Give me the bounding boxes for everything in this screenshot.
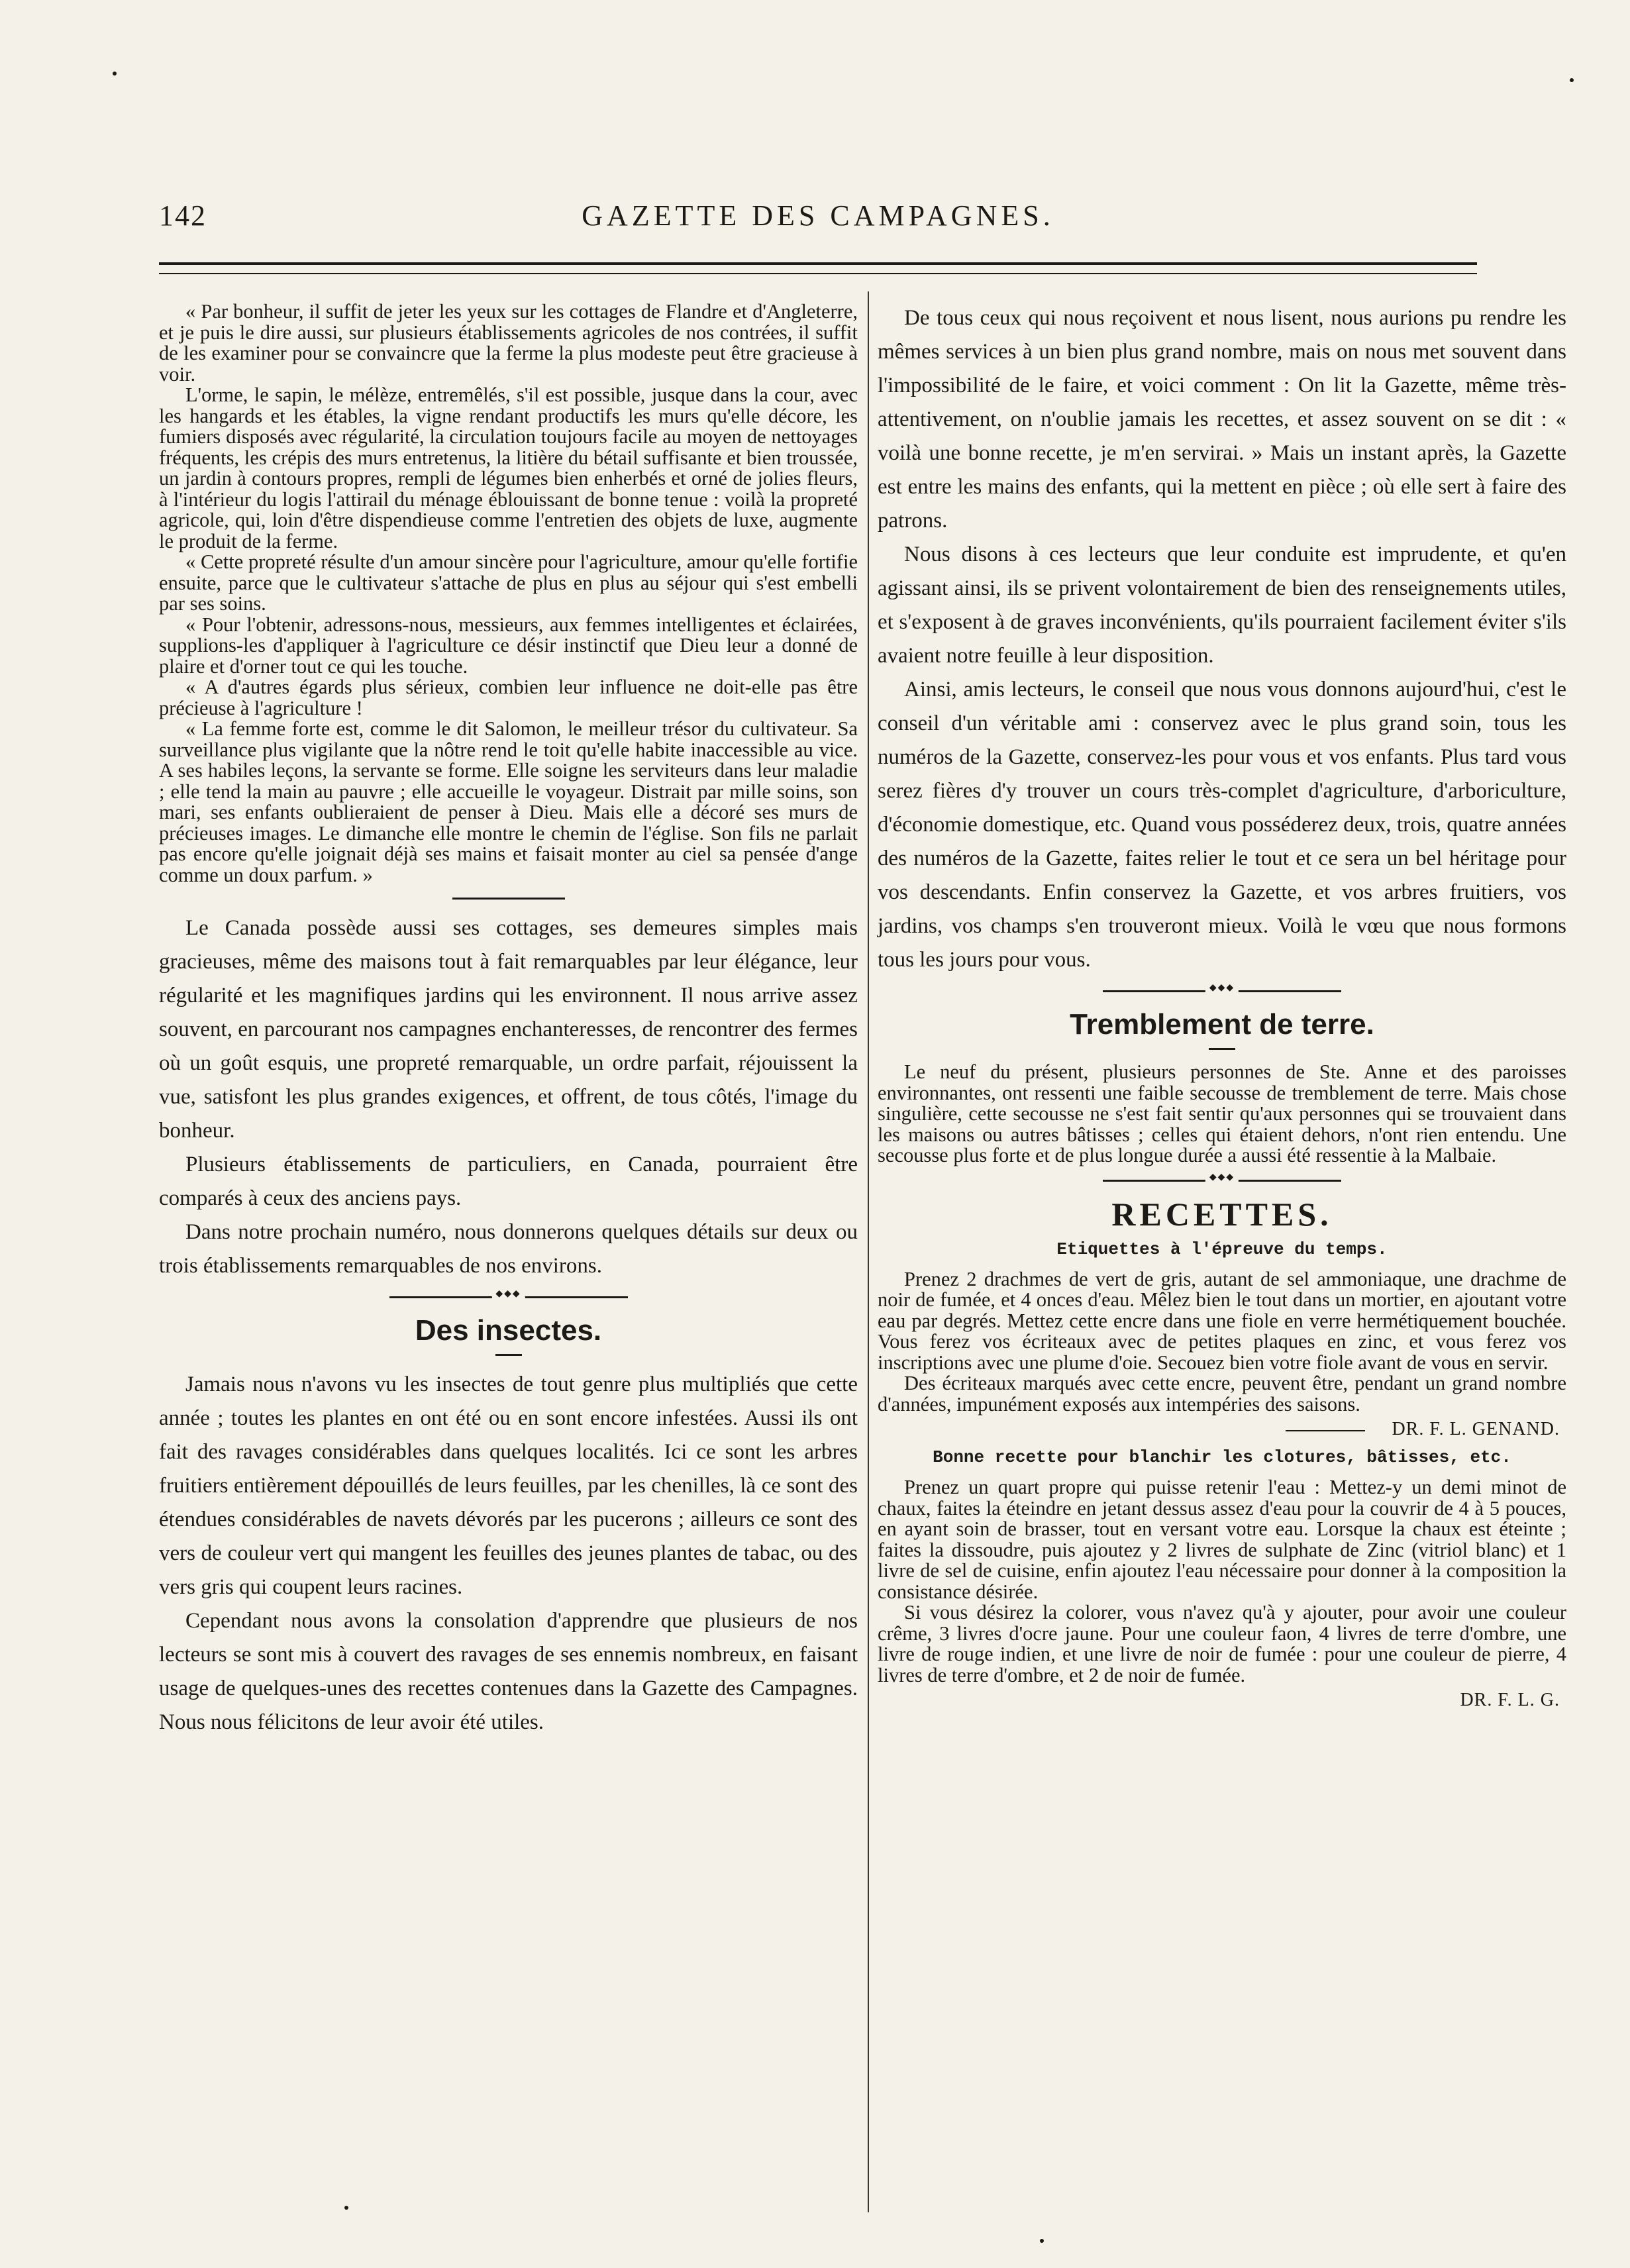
signature: DR. F. L. GENAND. xyxy=(1392,1419,1560,1439)
etiquettes-section xyxy=(878,1269,1566,1416)
quote-paragraph: « Cette propreté résulte d'un amour sincère pour l'agriculture, amour qu'elle fortifie ensuite, parce que le cultivateur s'attache de plus en plus au séjour qui s'est embelli par ses soins. xyxy=(159,550,858,615)
running-title: GAZETTE DES CAMPAGNES. xyxy=(582,199,1054,232)
body-paragraph: De tous ceux qui nous reçoivent et nous lisent, nous aurions pu rendre les mêmes services à un bien plus grand nombre, mais on nous met souvent dans l'impossibilité de le faire, et voici comment : On lit la Gazette, même très-attentivement, on n'oublie jamais les recettes, et assez souvent on se dit : « voilà une bonne recette, je m'en servirai. » Mais un instant après, la Gazette est entre les mains des enfants, qui la mettent en pièce ; où elle sert à faire des patrons. xyxy=(878,306,1566,533)
signature: DR. F. L. G. xyxy=(1460,1690,1560,1710)
section-separator xyxy=(452,898,565,900)
body-paragraph: Nous disons à ces lecteurs que leur conduite est imprudente, et qu'en agissant ainsi, ils se privent volontairement de bien des renseignements utiles, et s'exposent à de graves inconvénients, qu'ils pourraient facilement éviter s'ils avaient notre feuille à leur disposition. xyxy=(878,542,1566,668)
body-paragraph: Plusieurs établissements de particuliers, en Canada, pourraient être comparés à ceux des anciens pays. xyxy=(159,1153,858,1210)
scan-speck xyxy=(344,2206,348,2210)
quote-paragraph: « La femme forte est, comme le dit Salomon, le meilleur trésor du cultivateur. Sa surveillance plus vigilante que la nôtre rend le toit qu'elle habite inaccessible au vice. A ses habiles leçons, la servante se forme. Elle soigne les serviteurs dans leur maladie ; elle tend la main au pauvre ; elle accueille le voyageur. Distrait par mille soins, son mari, ses enfants oublieraient de penser à Dieu. Mais elle a décoré ses murs de précieuses images. Le dimanche elle montre le chemin de l'église. Son fils ne parlait pas encore qu'elle joignait déjà ses mains et faisait monter au ciel sa pensée d'ange comme un doux parfum. » xyxy=(159,717,858,886)
recipe-subtitle-blanchir: Bonne recette pour blanchir les clotures, bâtisses, etc. xyxy=(933,1447,1511,1467)
body-paragraph: Prenez un quart propre qui puisse retenir l'eau : Mettez-y un demi minot de chaux, faites la éteindre en jetant dessus assez d'eau pour la couvrir de 4 à 5 pouces, en ayant soin de brasser, tout en versant votre eau. Lorsque la chaux est éteinte ; faites la dissoudre, puis ajoutez y 2 livres de sulphate de Zinc (vitriol blanc) et 1 livre de sel de cuisine, enfin ajoutez l'eau nécessaire pour donner à la composition la consistance désirée. xyxy=(878,1476,1566,1603)
ornamental-rule xyxy=(1103,1180,1341,1182)
scan-speck xyxy=(1570,78,1574,82)
article-title-recettes: RECETTES. xyxy=(1111,1195,1333,1233)
body-paragraph: Le Canada possède aussi ses cottages, ses demeures simples mais gracieuses, même des maisons tout à fait remarquables par leur élégance, leur régularité et les magnifiques jardins qui les environnent. Il nous arrive assez souvent, en parcourant nos campagnes enchanteresses, de rencontrer des fermes où un goût esquis, une propreté remarquable, un ordre parfait, réjouissent la vue, satisfont les plus grandes exigences, et offrent, de tous côtés, l'image du bonheur. xyxy=(159,916,858,1143)
body-paragraph: Si vous désirez la colorer, vous n'avez qu'à y ajouter, pour avoir une couleur crême, 3 livres d'ocre jaune. Pour une couleur faon, 4 livres de terre d'ombre, une livre de rouge indien, et une livre de noir de fumée : pour une couleur de pierre, 4 livres de terre d'ombre, et 2 de noir de fumée. xyxy=(878,1601,1566,1686)
title-underline xyxy=(495,1354,522,1356)
title-underline xyxy=(1209,1048,1235,1050)
signature-line xyxy=(878,1688,1560,1712)
blanchir-section xyxy=(878,1477,1566,1686)
ornamental-rule xyxy=(1103,990,1341,992)
article-title-insectes: Des insectes. xyxy=(415,1314,602,1347)
body-paragraph: Dans notre prochain numéro, nous donnerons quelques détails sur deux ou trois établissements remarquables de nos environs. xyxy=(159,1220,858,1278)
quote-paragraph: « A d'autres égards plus sérieux, combien leur influence ne doit-elle pas être précieuse à l'agriculture ! xyxy=(159,676,858,719)
recipe-subtitle-etiquettes: Etiquettes à l'épreuve du temps. xyxy=(1056,1239,1388,1259)
canada-section xyxy=(159,911,858,1283)
body-paragraph: Prenez 2 drachmes de vert de gris, autant de sel ammoniaque, une drachme de noir de fumée, et 4 onces d'eau. Mêlez bien le tout dans un mortier, en ajoutant votre eau par degrés. Mettez cette encre dans une fiole en verre hermétiquement bouchée. Vous ferez vos écriteaux avec de petites plaques en zinc, et vous ferez vos inscriptions avec une plume d'oie. Secouez bien votre fiole avant de vous en servir. xyxy=(878,1267,1566,1374)
body-paragraph: Jamais nous n'avons vu les insectes de tout genre plus multipliés que cette année ; toutes les plantes en ont été ou en sont encore infestées. Aussi ils ont fait des ravages considérables dans quelques localités. Ici ce sont les arbres fruitiers entièrement dépouillés de leurs feuilles, par les chenilles, là ce sont des étendues considérables de navets dévorés par les pucerons ; ailleurs ce sont des vers de couleur vert qui mangent les feuilles des jeunes plantes de tabac, ou des vers gris qui coupent leurs racines. xyxy=(159,1372,858,1599)
right-column xyxy=(878,301,1566,1715)
signature-line xyxy=(878,1418,1560,1441)
left-column xyxy=(159,301,858,1739)
intro-section xyxy=(878,301,1566,977)
scan-speck xyxy=(113,72,117,76)
signature-dash xyxy=(1286,1430,1365,1431)
page-header xyxy=(159,199,1477,238)
body-paragraph: Le neuf du présent, plusieurs personnes de Ste. Anne et des paroisses environnantes, ont ressenti une faible secousse de tremblement de terre. Mais chose singulière, cette secousse ne s'est fait sentir qu'aux personnes qui se trouvaient dans les maisons ou autres bâtisses ; celles qui étaient dehors, n'ont rien entendu. Une secousse plus forte et de plus longue durée a aussi été ressentie à la Malbaie. xyxy=(878,1060,1566,1166)
body-paragraph: Ainsi, amis lecteurs, le conseil que nous vous donnons aujourd'hui, c'est le conseil d'un véritable ami : conservez avec le plus grand soin, tous les numéros de la Gazette, conservez-les pour vous et vos enfants. Plus tard vous serez fières d'y trouver un cours très-complet d'agriculture, d'arboriculture, d'économie domestique, etc. Quand vous posséderez deux, trois, quatre années des numéros de la Gazette, faites relier le tout et ce sera un bel héritage pour vos descendants. Enfin conservez la Gazette, et vos arbres fruitiers, vos jardins, vos champs s'en trouveront mieux. Voilà le vœu que nous formons tous les jours pour vous. xyxy=(878,678,1566,972)
column-divider xyxy=(868,291,869,2212)
scan-speck xyxy=(1040,2239,1044,2243)
quote-paragraph: « Par bonheur, il suffit de jeter les yeux sur les cottages de Flandre et d'Angleterre, et je puis le dire aussi, sur plusieurs établissements agricoles de nos contrées, il suffit de les examiner pour se convaincre que la ferme la plus modeste peut être gracieuse à voir. xyxy=(159,300,858,386)
header-double-rule xyxy=(159,262,1477,274)
page-number: 142 xyxy=(159,199,207,232)
body-paragraph: Des écriteaux marqués avec cette encre, peuvent être, pendant un grand nombre d'années, impunément exposés aux intempéries des saisons. xyxy=(878,1372,1566,1416)
quote-paragraph: L'orme, le sapin, le mélèze, entremêlés, s'il est possible, jusque dans la cour, avec les hangards et les étables, la vigne rendant productifs les murs qu'elle décore, les fumiers disposés avec régularité, la circulation toujours facile au moyen de nettoyages fréquents, les crépis des murs entretenus, la litière du bétail suffisante et bien troussée, un jardin à contours propres, rempli de légumes bien enherbés et orné de jolies fleurs, à l'intérieur du logis l'attirail du ménage éblouissant de bonne tenue : voilà la propreté agricole, qui, loin d'être dispendieuse comme l'entretien des objets de luxe, augmente le produit de la ferme. xyxy=(159,384,858,552)
body-paragraph: Cependant nous avons la consolation d'apprendre que plusieurs de nos lecteurs se sont mis à couvert des ravages de ses ennemis nombreux, en faisant usage de quelques-unes des recettes contenues dans la Gazette des Campagnes. Nous nous félicitons de leur avoir été utiles. xyxy=(159,1609,858,1734)
ornamental-rule xyxy=(389,1296,628,1298)
quote-paragraph: « Pour l'obtenir, adressons-nous, messieurs, aux femmes intelligentes et éclairées, supplions-les d'appliquer à l'agriculture ce désir instinctif que Dieu leur a donné de plaire et d'orner tout ce qui les touche. xyxy=(159,613,858,678)
tremblement-section xyxy=(878,1062,1566,1166)
quoted-section xyxy=(159,301,858,886)
insectes-section xyxy=(159,1368,858,1739)
article-title-tremblement: Tremblement de terre. xyxy=(1070,1008,1374,1041)
